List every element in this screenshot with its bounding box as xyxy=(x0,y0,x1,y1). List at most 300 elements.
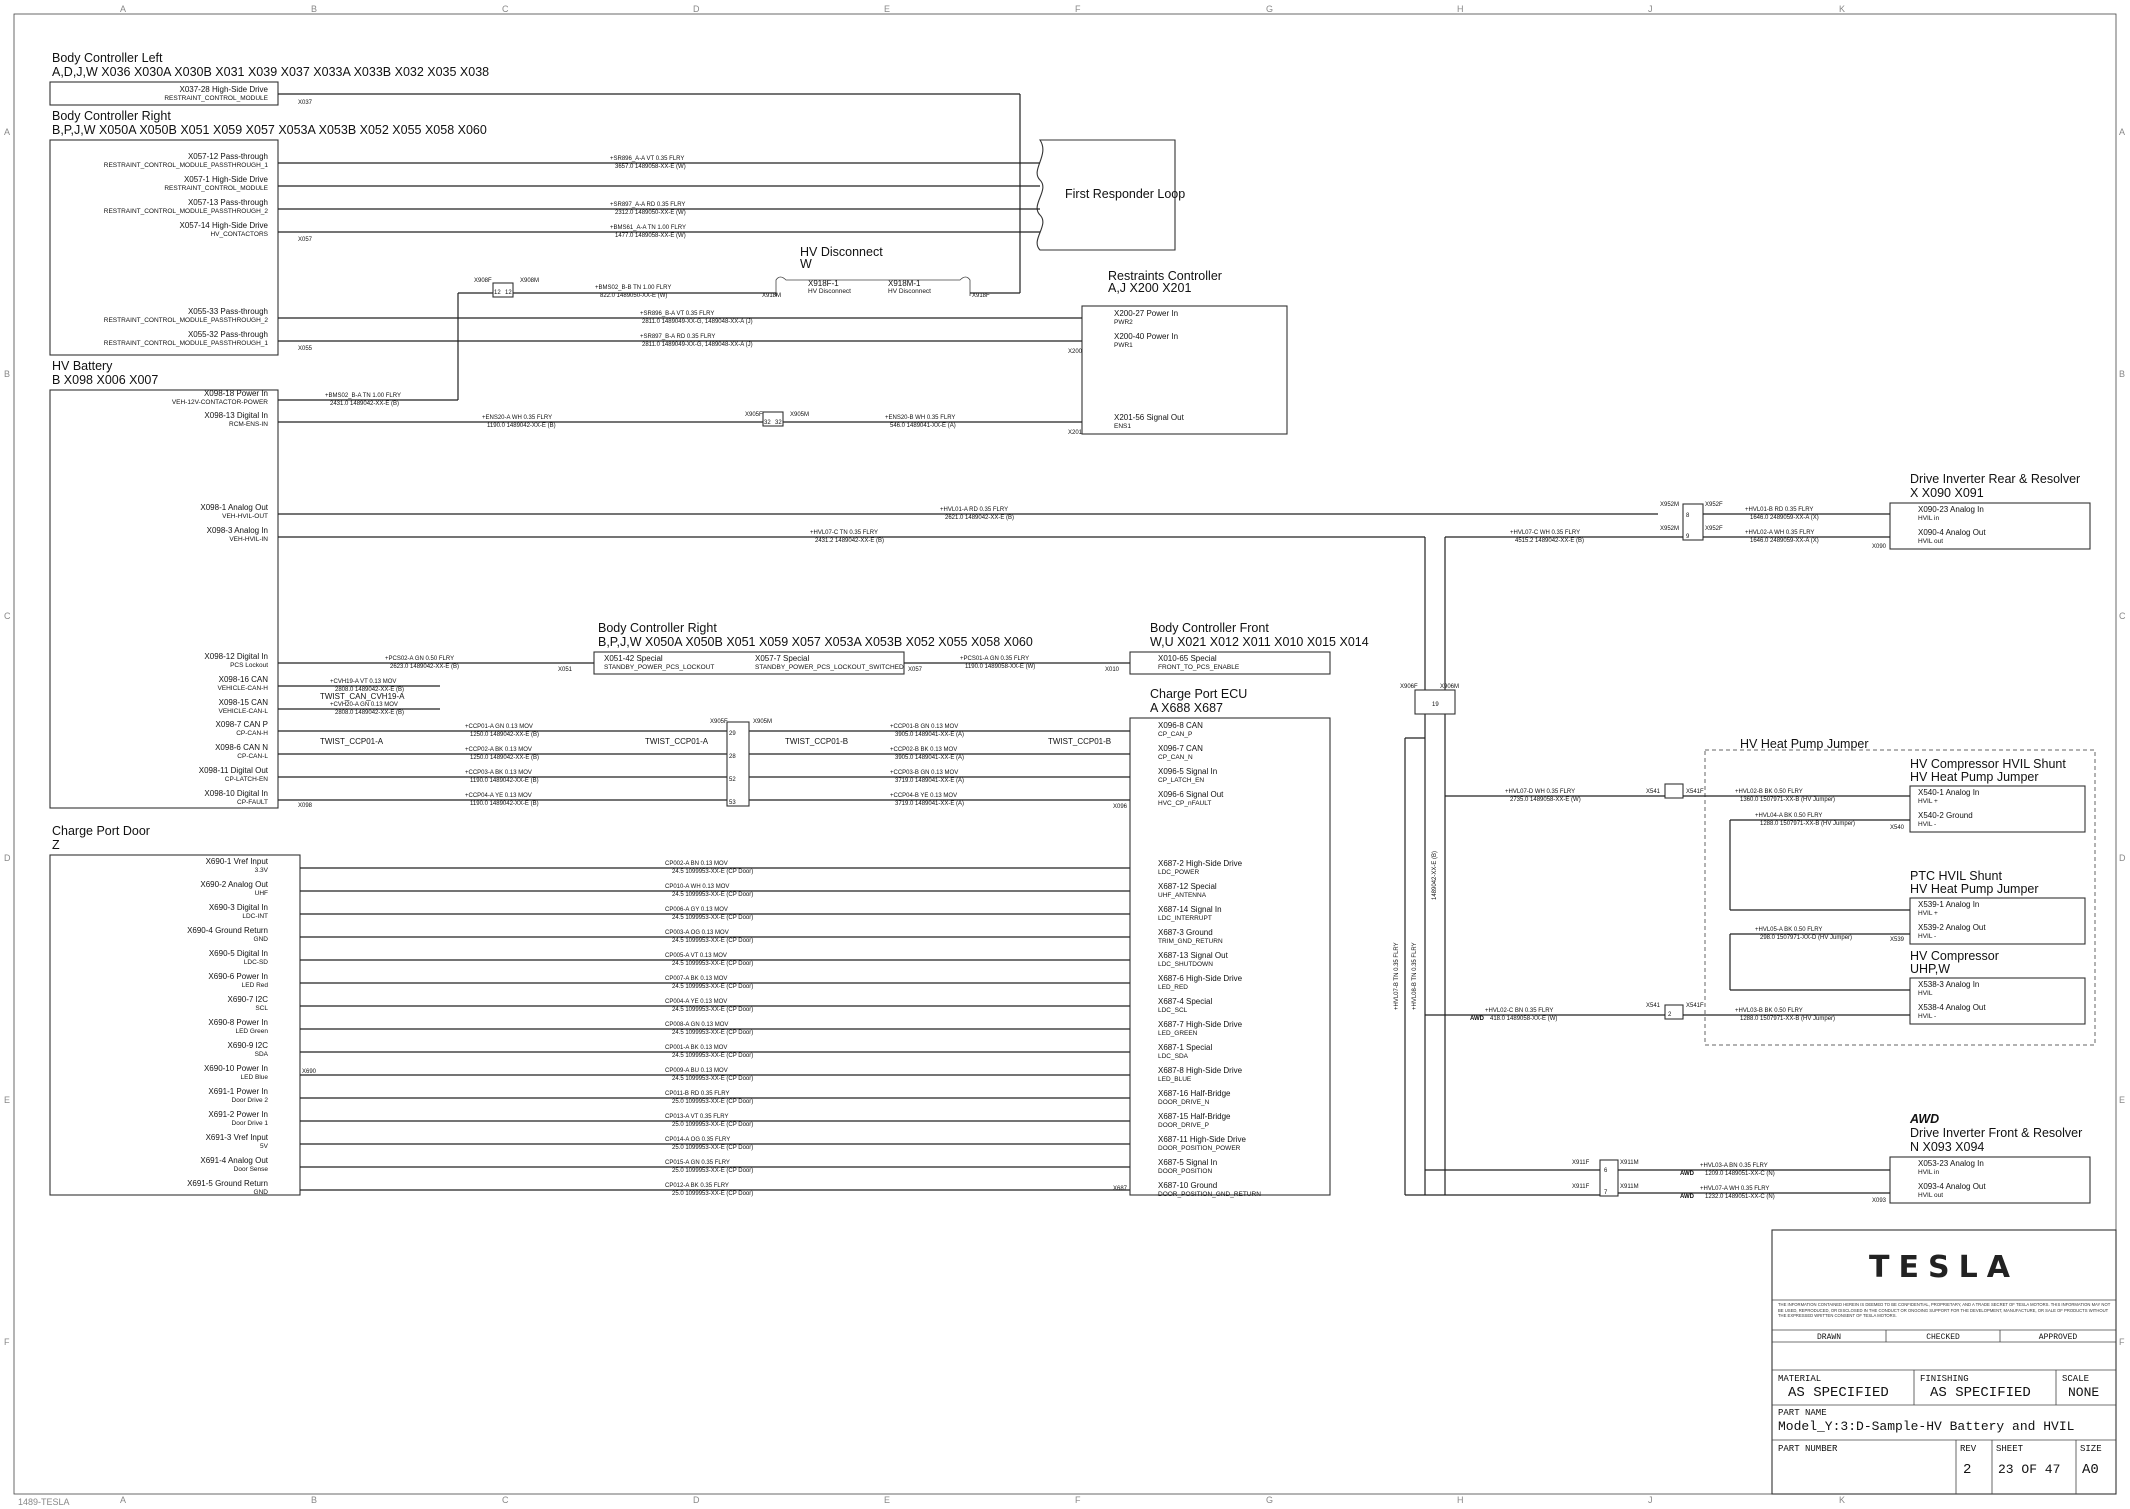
pin-label: X687-12 Special xyxy=(1158,882,1217,891)
pin-signal: SCL xyxy=(255,1005,268,1012)
wire-cpd-part: 24.5 1099953-XX-E (CP Door) xyxy=(672,892,754,898)
grid-letter-top: H xyxy=(1457,4,1464,14)
pin-label: X687-14 Signal In xyxy=(1158,905,1222,914)
conn-x908-pin: 12 xyxy=(494,290,501,296)
wire-hvl07c-part: 4515.2 1489042-XX-E (B) xyxy=(1515,538,1585,544)
pin-label: X538-4 Analog Out xyxy=(1918,1003,1986,1012)
wire-cvh19-part: 2808.0 1489042-XX-E (B) xyxy=(335,687,405,693)
grid-letter-bottom: F xyxy=(1075,1495,1081,1505)
dif-subtitle: N X093 X094 xyxy=(1910,1140,1985,1154)
bcf-title: Body Controller Front xyxy=(1150,621,1269,635)
pin-signal: 5V xyxy=(260,1143,268,1150)
wire-hvl02c-part: 418.0 1489058-XX-E (W) xyxy=(1490,1016,1558,1022)
wire-hvl07-part: 2431.2 1489042-XX-E (B) xyxy=(815,538,885,544)
wire-cpd-label: CP011-B RD 0.35 FLRY xyxy=(665,1091,730,1097)
wire-hvl03-part: 1288.0 1507971-XX-B (HV Jumper) xyxy=(1740,1016,1836,1022)
wire-ccp03-part: 1190.0 1489042-XX-E (B) xyxy=(470,778,539,784)
pin-signal: 3.3V xyxy=(254,867,268,874)
pin-label: X057-14 High-Side Drive xyxy=(179,221,268,230)
title-sheet-label: SHEET xyxy=(1996,1444,2024,1454)
wire-cpd-label: CP007-A BK 0.13 MOV xyxy=(665,976,728,982)
pin-signal: HVIL + xyxy=(1918,798,1938,805)
bcr-center-sig1: STANDBY_POWER_PCS_LOCKOUT xyxy=(604,664,715,671)
pin-label: X687-7 High-Side Drive xyxy=(1158,1020,1243,1029)
wire-cpd-label: CP002-A BN 0.13 MOV xyxy=(665,861,728,867)
pin-signal: HVIL - xyxy=(1918,933,1937,940)
wire-ccp02-part: 1250.0 1489042-XX-E (B) xyxy=(470,755,540,761)
conn-x908f: X908F xyxy=(474,278,492,284)
pin-signal: LED Red xyxy=(241,982,268,989)
wire-cpd-part: 24.5 1099953-XX-E (CP Door) xyxy=(672,984,754,990)
pin-label: X687-1 Special xyxy=(1158,1043,1213,1052)
pin-label: X055-32 Pass-through xyxy=(187,330,268,339)
pin-label: X687-11 High-Side Drive xyxy=(1158,1135,1246,1144)
pin-label: X098-18 Power In xyxy=(203,389,268,398)
wire-cpd-part: 24.5 1099953-XX-E (CP Door) xyxy=(672,1076,754,1082)
pin-signal: LED_RED xyxy=(1158,984,1188,991)
pin-signal: VEHICLE-CAN-H xyxy=(217,685,268,692)
pin-label: X539-1 Analog In xyxy=(1918,900,1980,909)
pin-label: X200-27 Power In xyxy=(1114,309,1179,318)
restraints-subtitle: A,J X200 X201 xyxy=(1108,281,1192,295)
pin-signal: HVC_CP_nFAULT xyxy=(1158,800,1212,807)
title-part-name-label: PART NAME xyxy=(1778,1408,1827,1418)
pin-signal: LDC_POWER xyxy=(1158,869,1200,876)
grid-letter-bottom: E xyxy=(884,1495,891,1505)
pin-label: X090-23 Analog In xyxy=(1918,505,1984,514)
pin-signal: HVIL in xyxy=(1918,515,1940,522)
awd-tag-1: AWD xyxy=(1470,1016,1484,1022)
pin-signal: RESTRAINT_CONTROL_MODULE_PASSTHROUGH_2 xyxy=(103,208,268,215)
wire-bms02-part: 822.0 1489050-XX-E (W) xyxy=(600,293,668,299)
wire-ccp04-label: +CCP04-A YE 0.13 MOV xyxy=(465,793,532,799)
conn-x541f: X541F xyxy=(1686,789,1704,795)
cpd-subtitle: Z xyxy=(52,838,60,852)
pin-label: X690-10 Power In xyxy=(203,1064,268,1073)
hv-disconnect-bracket xyxy=(776,277,970,296)
connector-x911[interactable] xyxy=(1600,1160,1618,1196)
grid-row-left: B xyxy=(4,369,11,379)
compressor-title: HV Compressor xyxy=(1910,949,1999,963)
pin-label: X690-8 Power In xyxy=(208,1018,268,1027)
dir-title: Drive Inverter Rear & Resolver xyxy=(1910,472,2081,486)
pin-label: X098-16 CAN xyxy=(218,675,268,684)
pin-label: X200-40 Power In xyxy=(1114,332,1179,341)
title-checked: CHECKED xyxy=(1926,1333,1960,1342)
cpe-subtitle: A X688 X687 xyxy=(1150,701,1223,715)
pin-signal: DOOR_POSITION_POWER xyxy=(1158,1145,1241,1152)
pin-signal: VEH-12V-CONTACTOR-POWER xyxy=(171,399,268,406)
hvb-subtitle: B X098 X006 X007 xyxy=(52,373,159,387)
pin-label: X053-23 Analog In xyxy=(1918,1159,1984,1168)
pin-label: X687-2 High-Side Drive xyxy=(1158,859,1243,868)
conn-x541f-b: X541F xyxy=(1686,1003,1704,1009)
wire-sr896b-label: +SR896_B-A VT 0.35 FLRY xyxy=(640,311,715,317)
wire-ccp01-label: +CCP01-A GN 0.13 MOV xyxy=(465,724,533,730)
grid-row-left: F xyxy=(4,1337,10,1347)
cpd-title: Charge Port Door xyxy=(52,824,150,838)
pin-signal: CP-CAN-L xyxy=(237,753,268,760)
conn-x096: X096 xyxy=(1113,804,1128,810)
conn-x098: X098 xyxy=(298,803,313,809)
wire-ccp04-part: 1190.0 1489042-XX-E (B) xyxy=(470,801,539,807)
pin-signal: DOOR_POSITION_GND_RETURN xyxy=(1158,1191,1261,1198)
pin-label: X687-8 High-Side Drive xyxy=(1158,1066,1243,1075)
wire-ens20-part: 1190.0 1489042-XX-E (B) xyxy=(487,423,556,429)
conn-x541: X541 xyxy=(1646,789,1661,795)
wire-cpd-label: CP012-A BK 0.35 FLRY xyxy=(665,1183,729,1189)
wire-hvl02-label: +HVL02-A WH 0.35 FLRY xyxy=(1745,530,1815,536)
wire-cpd-part: 25.0 1099953-XX-E (CP Door) xyxy=(672,1099,754,1105)
conn-x037: X037 xyxy=(298,100,313,106)
conn-x051: X051 xyxy=(558,667,573,673)
wire-hvl01b-label: +HVL01-B RD 0.35 FLRY xyxy=(1745,507,1814,513)
conn-x906m: X906M xyxy=(1440,684,1460,690)
bcr-title: Body Controller Right xyxy=(52,109,171,123)
pin-signal: CP_CAN_P xyxy=(1158,731,1193,738)
conn-x540: X540 xyxy=(1890,825,1905,831)
pin-signal: LDC_SHUTDOWN xyxy=(1158,961,1213,968)
title-rev-label: REV xyxy=(1960,1444,1977,1454)
pin-label: X096-5 Signal In xyxy=(1158,767,1218,776)
wire-hvl07d-label: +HVL07-D WH 0.35 FLRY xyxy=(1505,789,1576,795)
conn-x911f: X911F xyxy=(1572,1160,1590,1166)
conn-x201: X201 xyxy=(1068,430,1083,436)
pin-label: X057-13 Pass-through xyxy=(187,198,268,207)
pin-signal: PWR1 xyxy=(1114,342,1133,349)
pin-label: X540-1 Analog In xyxy=(1918,788,1980,797)
grid-letter-top: C xyxy=(502,4,509,14)
hv-disconnect-subtitle: W xyxy=(800,257,812,271)
pin-label: X098-13 Digital In xyxy=(204,411,268,420)
wire-cpd-label: CP008-A GN 0.13 MOV xyxy=(665,1022,729,1028)
pin-signal: LED Green xyxy=(235,1028,268,1035)
conn-x687: X687 xyxy=(1113,1186,1128,1192)
pin-signal: VEHICLE-CAN-L xyxy=(218,708,268,715)
comp-shunt-title: HV Compressor HVIL Shunt xyxy=(1910,757,2066,771)
wire-hvl04-label: +HVL04-A BK 0.50 FLRY xyxy=(1755,813,1823,819)
restraints-title: Restraints Controller xyxy=(1108,269,1222,283)
wire-ccp02b-part: 3905.0 1489041-XX-E (A) xyxy=(895,755,965,761)
pin-signal: GND xyxy=(253,936,268,943)
pin-label: X098-10 Digital In xyxy=(204,789,268,798)
pin-label: X096-7 CAN xyxy=(1158,744,1203,753)
twist-ccp-b-right: TWIST_CCP01-B xyxy=(1048,737,1112,746)
pin-label: X687-15 Half-Bridge xyxy=(1158,1112,1231,1121)
bcr-subtitle: B,P,J,W X050A X050B X051 X059 X057 X053A X053B X052 X055 X058 X060 xyxy=(52,123,487,137)
pin-label: X691-4 Analog Out xyxy=(200,1156,268,1165)
pin-signal: LDC-INT xyxy=(242,913,268,920)
pin-signal: Door Drive 2 xyxy=(231,1097,268,1104)
title-notice: THE INFORMATION CONTAINED HEREIN IS DEEMED TO BE CONFIDENTIAL, PROPRIETARY, AND A TRADE SECRET OF TESLA MOTORS. THIS INFORMATION MAY NOT BE USED, REPRODUCED, OR DISCLOSED IN THE CONDUCT OR ONGOING SUPPORT FOR THE DEVELOPMENT, MANUFACTURE, OR SALE OF PRODUCTS WITHOUT THE EXPRESSED WRITTEN CONSENT OF TESLA MOTORS. xyxy=(1778,1302,2111,1318)
conn-x906f: X906F xyxy=(1400,684,1418,690)
pin-signal: HVIL + xyxy=(1918,910,1938,917)
grid-letter-bottom: C xyxy=(502,1495,509,1505)
wire-ccp01-part: 1250.0 1489042-XX-E (B) xyxy=(470,732,540,738)
wire-sr896b-part: 2811.0 1489049-XX-G, 1489048-XX-A (J) xyxy=(642,319,753,325)
pin-label: X098-7 CAN P xyxy=(215,720,268,729)
wire-cpd-part: 24.5 1099953-XX-E (CP Door) xyxy=(672,1030,754,1036)
title-finishing: AS SPECIFIED xyxy=(1930,1385,2031,1401)
pin-label: X096-6 Signal Out xyxy=(1158,790,1224,799)
bcf-subtitle: W,U X021 X012 X011 X010 X015 X014 xyxy=(1150,635,1369,649)
pin-label: X690-7 I2C xyxy=(227,995,268,1004)
pin-signal: CP-FAULT xyxy=(237,799,268,806)
conn-x952m: X952M xyxy=(1660,502,1680,508)
wire-hvl04-part: 1288.0 1507971-XX-B (HV Jumper) xyxy=(1760,821,1856,827)
title-finishing-label: FINISHING xyxy=(1920,1374,1969,1384)
pin-signal: CP-CAN-H xyxy=(236,730,268,737)
conn-x055: X055 xyxy=(298,346,313,352)
dif-title: Drive Inverter Front & Resolver xyxy=(1910,1126,2083,1140)
wire-hvl01-label: +HVL01-A RD 0.35 FLRY xyxy=(940,507,1009,513)
wire-hvl01-part: 2621.0 1489042-XX-E (B) xyxy=(945,515,1015,521)
twist-ccp-b-mid: TWIST_CCP01-B xyxy=(785,737,849,746)
conn-x905-pin29: 29 xyxy=(729,731,736,737)
pin-label: X690-1 Vref Input xyxy=(205,857,268,866)
wire-hvl02-part: 1646.0 2489059-XX-A (X) xyxy=(1750,538,1819,544)
conn-x905f-b: X905F xyxy=(710,719,728,725)
hv-disconnect-sig2: HV Disconnect xyxy=(888,288,931,295)
pin-label: X690-5 Digital In xyxy=(208,949,268,958)
pin-signal: SDA xyxy=(254,1051,268,1058)
bcr-center-pin2: X057-7 Special xyxy=(755,654,810,663)
pin-label: X690-3 Digital In xyxy=(208,903,268,912)
pin-signal: HVIL out xyxy=(1918,1192,1944,1199)
wire-sr897-label: +SR897_A-A RD 0.35 FLRY xyxy=(610,202,686,208)
pin-signal: HVIL in xyxy=(1918,1169,1940,1176)
wire-bms02-label: +BMS02_B-B TN 1.00 FLRY xyxy=(595,285,672,291)
pin-label: X687-10 Ground xyxy=(1158,1181,1218,1190)
wire-sr897b-part: 2811.0 1489049-XX-G, 1489048-XX-A (J) xyxy=(642,342,753,348)
pin-signal: VEH-HVIL-OUT xyxy=(222,513,268,520)
grid-row-right: C xyxy=(2119,611,2126,621)
pin-label: X093-4 Analog Out xyxy=(1918,1182,1986,1191)
title-drawn: DRAWN xyxy=(1816,1333,1842,1342)
wire-pcs01-label: +PCS01-A GN 0.35 FLRY xyxy=(960,656,1030,662)
pin-signal: DOOR_DRIVE_N xyxy=(1158,1099,1210,1106)
grid-row-left: C xyxy=(4,611,11,621)
wire-ccp04b-part: 3719.0 1489041-XX-E (A) xyxy=(895,801,965,807)
bcf-pin: X010-65 Special xyxy=(1158,654,1217,663)
grid-letter-top: B xyxy=(311,4,318,14)
pin-label: X687-3 Ground xyxy=(1158,928,1213,937)
wire-sr897-part: 2312.0 1489050-XX-E (W) xyxy=(615,210,686,216)
twist-can-label: TWIST_CAN_CVH19-A xyxy=(320,692,405,701)
conn-x905m-b: X905M xyxy=(753,719,773,725)
bcf-signal: FRONT_TO_PCS_ENABLE xyxy=(1158,664,1240,671)
pin-label: X687-13 Signal Out xyxy=(1158,951,1228,960)
conn-x908m: X908M xyxy=(520,278,540,284)
hv-disconnect-pin1: X918F-1 xyxy=(808,279,839,288)
pin-label: X098-6 CAN N xyxy=(215,743,268,752)
pin-signal: Door Drive 1 xyxy=(231,1120,268,1127)
tesla-logo: TESLA xyxy=(1869,1250,2019,1285)
pin-label: X690-6 Power In xyxy=(208,972,268,981)
bcl-signal: RESTRAINT_CONTROL_MODULE xyxy=(164,95,268,102)
conn-x093: X093 xyxy=(1872,1198,1887,1204)
bcl-pin: X037-28 High-Side Drive xyxy=(179,85,268,94)
wire-cpd-part: 25.0 1099953-XX-E (CP Door) xyxy=(672,1168,754,1174)
wire-cvh19-label: +CVH19-A VT 0.13 MOV xyxy=(330,679,397,685)
pin-signal: HVIL out xyxy=(1918,538,1944,545)
grid-letter-bottom: D xyxy=(693,1495,700,1505)
grid-row-right: F xyxy=(2119,1337,2125,1347)
grid-row-right: E xyxy=(2119,1095,2126,1105)
wire-bms02b-part: 2431.0 1489042-XX-E (B) xyxy=(330,401,400,407)
wire-vertical-label-1: +HVL07-B TN 0.35 FLRY xyxy=(1394,942,1400,1010)
connector-x541-a[interactable] xyxy=(1665,784,1683,798)
wire-hvl07a-part: 1232.0 1489051-XX-C (N) xyxy=(1705,1194,1775,1200)
grid-letter-bottom: A xyxy=(120,1495,127,1505)
conn-x911-pin7: 7 xyxy=(1604,1190,1608,1196)
pin-label: X098-3 Analog In xyxy=(206,526,268,535)
conn-x952m-b: X952M xyxy=(1660,526,1680,532)
restraints-box[interactable] xyxy=(1082,306,1287,434)
wire-hvl02b-label: +HVL02-B BK 0.50 FLRY xyxy=(1735,789,1803,795)
conn-x952f-b: X952F xyxy=(1705,526,1723,532)
conn-x906-pin19: 19 xyxy=(1432,702,1439,708)
title-scale: NONE xyxy=(2068,1385,2100,1400)
wire-ens20b-label: +ENS20-B WH 0.35 FLRY xyxy=(885,415,956,421)
pin-signal: ENS1 xyxy=(1114,423,1131,430)
conn-x690: X690 xyxy=(302,1069,317,1075)
wire-ccp04b-label: +CCP04-B YE 0.13 MOV xyxy=(890,793,958,799)
wire-sr896-part: 3657.0 1489058-XX-E (W) xyxy=(615,164,686,170)
wire-cpd-part: 25.0 1099953-XX-E (CP Door) xyxy=(672,1191,754,1197)
wire-hvl03a-part: 1209.0 1489051-XX-C (N) xyxy=(1705,1171,1775,1177)
pin-label: X687-6 High-Side Drive xyxy=(1158,974,1243,983)
grid-row-left: A xyxy=(4,127,11,137)
pin-signal: HVIL - xyxy=(1918,1013,1937,1020)
pin-label: X687-5 Signal In xyxy=(1158,1158,1218,1167)
wire-hvl02b-part: 1360.0 1507971-XX-B (HV Jumper) xyxy=(1740,797,1836,803)
wire-hvl07-label: +HVL07-C TN 0.35 FLRY xyxy=(810,530,878,536)
wire-cpd-part: 25.0 1099953-XX-E (CP Door) xyxy=(672,1145,754,1151)
wire-bms61-label: +BMS61_A-A TN 1.00 FLRY xyxy=(610,225,686,231)
conn-x057-b: X057 xyxy=(908,667,923,673)
pin-signal: LED_BLUE xyxy=(1158,1076,1192,1083)
pin-signal: CP_CAN_N xyxy=(1158,754,1193,761)
dif-awd-tag: AWD xyxy=(1910,1112,1940,1126)
pin-signal: RESTRAINT_CONTROL_MODULE_PASSTHROUGH_1 xyxy=(103,340,268,347)
wire-cpd-part: 25.0 1099953-XX-E (CP Door) xyxy=(672,1122,754,1128)
conn-x911-pin6: 6 xyxy=(1604,1168,1608,1174)
hv-disconnect-sig1: HV Disconnect xyxy=(808,288,851,295)
hv-disconnect-pin2: X918M-1 xyxy=(888,279,921,288)
pin-label: X090-4 Analog Out xyxy=(1918,528,1986,537)
first-responder-loop-label: First Responder Loop xyxy=(1065,187,1186,201)
conn-x908-pin2: 12 xyxy=(505,290,512,296)
title-notice-wrap xyxy=(1778,1302,2112,1330)
conn-x952-pin9: 9 xyxy=(1686,534,1690,540)
wire-vertical-label-3: 1489042-XX-E (B) xyxy=(1432,850,1438,900)
pin-label: X540-2 Ground xyxy=(1918,811,1973,820)
conn-x905-pin53: 53 xyxy=(729,800,736,806)
bcr-center-subtitle: B,P,J,W X050A X050B X051 X059 X057 X053A X053B X052 X055 X058 X060 xyxy=(598,635,1033,649)
conn-x911m: X911M xyxy=(1620,1160,1639,1166)
ptc-shunt-title: PTC HVIL Shunt xyxy=(1910,869,2002,883)
twist-ccp-a-mid: TWIST_CCP01-A xyxy=(645,737,709,746)
wire-cpd-label: CP015-A GN 0.35 FLRY xyxy=(665,1160,730,1166)
pin-signal: LED_GREEN xyxy=(1158,1030,1198,1037)
conn-x905m: X905M xyxy=(790,412,810,418)
pin-signal: LDC-SD xyxy=(243,959,268,966)
wire-cpd-label: CP010-A WH 0.13 MOV xyxy=(665,884,730,890)
wire-cpd-label: CP004-A YE 0.13 MOV xyxy=(665,999,728,1005)
title-size: A0 xyxy=(2082,1462,2099,1478)
grid-row-left: D xyxy=(4,853,11,863)
bcl-subtitle: A,D,J,W X036 X030A X030B X031 X039 X037 X033A X033B X032 X035 X038 xyxy=(52,65,490,79)
wire-ens20-label: +ENS20-A WH 0.35 FLRY xyxy=(482,415,553,421)
pin-signal: PWR2 xyxy=(1114,319,1133,326)
wire-pcs02-part: 2623.0 1489042-XX-E (B) xyxy=(390,664,460,670)
pin-label: X055-33 Pass-through xyxy=(187,307,268,316)
wire-sr897b-label: +SR897_B-A RD 0.35 FLRY xyxy=(640,334,716,340)
wire-hvl07a-label: +HVL07-A WH 0.35 FLRY xyxy=(1700,1186,1770,1192)
pin-label: X201-56 Signal Out xyxy=(1114,413,1184,422)
hv-heat-pump-jumper-title: HV Heat Pump Jumper xyxy=(1740,737,1869,751)
conn-x905a-pin2: 32 xyxy=(775,420,782,426)
wire-ccp03-label: +CCP03-A BK 0.13 MOV xyxy=(465,770,532,776)
wire-pcs02-label: +PCS02-A GN 0.50 FLRY xyxy=(385,656,455,662)
pin-signal: LED Blue xyxy=(240,1074,268,1081)
wire-pcs01-part: 1190.0 1489058-XX-E (W) xyxy=(965,664,1036,670)
wire-cvh20-part: 2808.0 1489042-XX-E (B) xyxy=(335,710,405,716)
grid-letter-bottom: H xyxy=(1457,1495,1464,1505)
wire-ccp02b-label: +CCP02-B BK 0.13 MOV xyxy=(890,747,958,753)
pin-label: X057-1 High-Side Drive xyxy=(183,175,268,184)
pin-signal: UHF xyxy=(254,890,268,897)
comp-shunt-title2: HV Heat Pump Jumper xyxy=(1910,770,2039,784)
pin-label: X690-9 I2C xyxy=(227,1041,268,1050)
pin-signal: GND xyxy=(253,1189,268,1196)
wire-cpd-label: CP014-A OG 0.35 FLRY xyxy=(665,1137,731,1143)
wire-sr896-label: +SR896_A-A VT 0.35 FLRY xyxy=(610,156,685,162)
grid-row-right: D xyxy=(2119,853,2126,863)
wire-cpd-part: 24.5 1099953-XX-E (CP Door) xyxy=(672,938,754,944)
pin-label: X691-1 Power In xyxy=(208,1087,268,1096)
pin-signal: HVIL xyxy=(1918,990,1933,997)
wire-hvl02c-label: +HVL02-C BN 0.35 FLRY xyxy=(1485,1008,1554,1014)
grid-letter-top: E xyxy=(884,4,891,14)
title-material: AS SPECIFIED xyxy=(1788,1385,1889,1401)
dir-subtitle: X X090 X091 xyxy=(1910,486,1984,500)
grid-letter-top: K xyxy=(1839,4,1846,14)
pin-signal: RCM-ENS-IN xyxy=(229,421,268,428)
pin-signal: CP-LATCH-EN xyxy=(224,776,268,783)
pin-label: X057-12 Pass-through xyxy=(187,152,268,161)
title-size-label: SIZE xyxy=(2080,1444,2102,1454)
footer-note: 1489-TESLA xyxy=(18,1497,70,1507)
grid-letter-bottom: J xyxy=(1648,1495,1653,1505)
conn-x905-pin52: 52 xyxy=(729,777,736,783)
grid-letter-top: D xyxy=(693,4,700,14)
wire-ccp02-label: +CCP02-A BK 0.13 MOV xyxy=(465,747,532,753)
pin-signal: TRIM_GND_RETURN xyxy=(1158,938,1223,945)
wire-cvh20-label: +CVH20-A GN 0.13 MOV xyxy=(330,702,398,708)
pin-label: X687-16 Half-Bridge xyxy=(1158,1089,1231,1098)
title-scale-label: SCALE xyxy=(2062,1374,2090,1384)
pin-label: X691-5 Ground Return xyxy=(187,1179,268,1188)
title-rev: 2 xyxy=(1963,1462,1972,1478)
pin-label: X687-4 Special xyxy=(1158,997,1213,1006)
pin-signal: PCS Lockout xyxy=(230,662,268,669)
bcr-center-title: Body Controller Right xyxy=(598,621,717,635)
wire-cpd-label: CP009-A BU 0.13 MOV xyxy=(665,1068,728,1074)
conn-x905-pin28: 28 xyxy=(729,754,736,760)
pin-signal: LDC_SDA xyxy=(1158,1053,1188,1060)
